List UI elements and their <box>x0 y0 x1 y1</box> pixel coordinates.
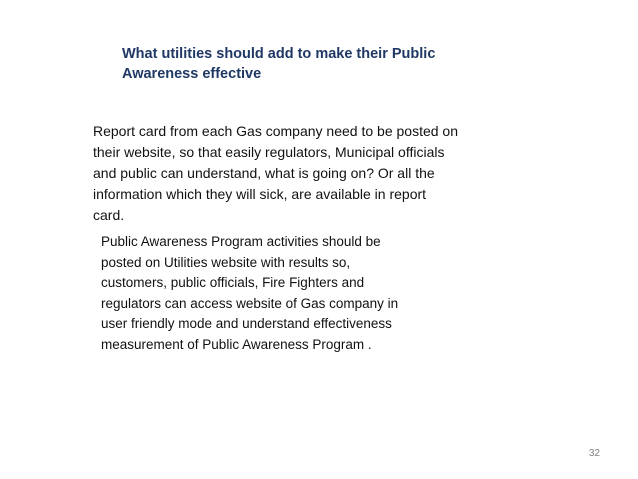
paragraph-line: regulators can access website of Gas company in <box>101 295 399 311</box>
page-number: 32 <box>588 448 600 459</box>
slide-title-line: Awareness effective <box>122 66 262 82</box>
paragraph-line: Report card from each Gas company need to be posted on <box>93 123 458 139</box>
paragraph-line: posted on Utilities website with results so, <box>101 254 351 270</box>
paragraph-line: Public Awareness Program activities should be <box>101 234 381 249</box>
paragraph-line: measurement of Public Awareness Program . <box>101 336 372 352</box>
paragraph-line: and public can understand, what is going on? Or all the <box>93 165 435 181</box>
report-card-paragraph <box>93 121 493 226</box>
slide-title <box>122 44 482 84</box>
program-activities-paragraph <box>101 232 441 355</box>
slide-title-line: What utilities should add to make their Public <box>122 46 436 62</box>
paragraph-line: information which they will sick, are available in report <box>93 186 427 202</box>
paragraph-line: customers, public officials, Fire Fighters and <box>101 275 365 290</box>
paragraph-line: their website, so that easily regulators, Municipal officials <box>93 144 445 160</box>
paragraph-line: card. <box>93 207 125 223</box>
paragraph-line: user friendly mode and understand effectiveness <box>101 316 392 331</box>
